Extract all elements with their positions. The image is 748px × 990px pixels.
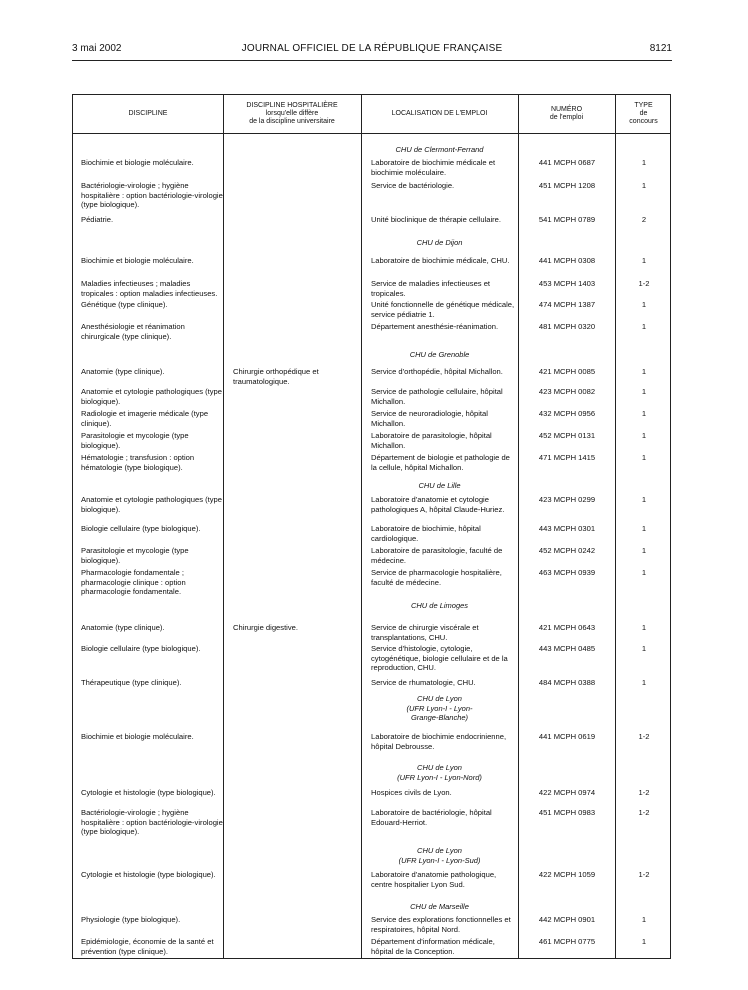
section-name: CHU de Limoges <box>410 601 469 610</box>
cell-type: 1-2 <box>638 808 650 817</box>
cell-type: 1 <box>641 453 647 462</box>
cell-type: 1 <box>641 546 647 555</box>
cell-localisation: Département de biologie et pathologie de la cellule, hôpital Michallon. <box>371 453 510 472</box>
cell-localisation: Service de neuroradiologie, hôpital Michallon. <box>371 409 488 428</box>
cell-type: 1 <box>641 322 647 331</box>
header-localisation: LOCALISATION DE L'EMPLOI <box>391 110 488 117</box>
cell-numero: 461 MCPH 0775 <box>538 937 596 946</box>
cell-localisation: Service de maladies infectieuses et tropicales. <box>371 279 491 298</box>
cell-type: 1 <box>641 495 647 504</box>
cell-numero: 484 MCPH 0388 <box>538 678 596 687</box>
cell-discipline: Epidémiologie, économie de la santé et prévention (type clinique). <box>81 937 214 956</box>
cell-hospitaliere: Chirurgie orthopédique et traumatologique. <box>233 367 319 386</box>
cell-type: 1 <box>641 387 647 396</box>
cell-localisation: Service de rhumatologie, CHU. <box>371 678 476 687</box>
header-hospitaliere: DISCIPLINE HOSPITALIÈRE lorsqu'elle diffère de la discipline universitaire <box>246 102 338 125</box>
section-name: CHU de Lille <box>418 481 461 490</box>
cell-localisation: Service de chirurgie viscérale et transplantations, CHU. <box>371 623 479 642</box>
cell-discipline: Biochimie et biologie moléculaire. <box>81 256 194 265</box>
cell-localisation: Laboratoire de biochimie, hôpital cardiologique. <box>371 524 481 543</box>
header-numero: NUMÉRO de l'emploi <box>549 106 584 121</box>
section-name: CHU de Lyon (UFR Lyon-I - Lyon-Nord) <box>397 763 482 782</box>
cell-numero: 422 MCPH 1059 <box>538 870 596 879</box>
cell-numero: 453 MCPH 1403 <box>538 279 596 288</box>
cell-localisation: Service de pathologie cellulaire, hôpital Michallon. <box>371 387 503 406</box>
cell-type: 1-2 <box>638 870 650 879</box>
cell-discipline: Maladies infectieuses ; maladies tropicales : option maladies infectieuses. <box>81 279 218 298</box>
journal-title: JOURNAL OFFICIEL DE LA RÉPUBLIQUE FRANÇAISE <box>241 43 503 54</box>
cell-discipline: Cytologie et histologie (type biologique). <box>81 788 216 797</box>
header-discipline: DISCIPLINE <box>128 110 168 117</box>
cell-type: 1 <box>641 678 647 687</box>
cell-localisation: Unité bioclinique de thérapie cellulaire. <box>371 215 502 224</box>
cell-numero: 474 MCPH 1387 <box>538 300 596 309</box>
section-name: CHU de Marseille <box>410 902 469 911</box>
cell-discipline: Pharmacologie fondamentale ; pharmacologie clinique : option pharmacologie fondamentale. <box>81 568 186 596</box>
cell-discipline: Bactériologie-virologie ; hygiène hospitalière : option bactériologie-virologie (type biologique). <box>81 808 223 836</box>
cell-type: 2 <box>641 215 647 224</box>
cell-localisation: Département anesthésie-réanimation. <box>371 322 499 331</box>
cell-localisation: Laboratoire de biochimie médicale et biochimie moléculaire. <box>371 158 496 177</box>
cell-localisation: Laboratoire d'anatomie et cytologie pathologiques A, hôpital Claude-Huriez. <box>371 495 505 514</box>
cell-localisation: Hospices civils de Lyon. <box>371 788 452 797</box>
cell-numero: 421 MCPH 0085 <box>538 367 596 376</box>
cell-numero: 452 MCPH 0242 <box>538 546 596 555</box>
page-number: 8121 <box>649 43 672 54</box>
table-header-row <box>73 95 670 134</box>
column-divider <box>361 95 362 958</box>
cell-numero: 452 MCPH 0131 <box>538 431 596 440</box>
positions-table <box>72 94 671 959</box>
cell-localisation: Laboratoire de parasitologie, hôpital Michallon. <box>371 431 492 450</box>
cell-discipline: Radiologie et imagerie médicale (type clinique). <box>81 409 209 428</box>
cell-localisation: Laboratoire de biochimie médicale, CHU. <box>371 256 510 265</box>
cell-numero: 443 MCPH 0485 <box>538 644 596 653</box>
cell-numero: 451 MCPH 1208 <box>538 181 596 190</box>
cell-localisation: Service d'histologie, cytologie, cytogénétique, biologie cellulaire et de la reproduction, CHU. <box>371 644 508 672</box>
cell-type: 1-2 <box>638 732 650 741</box>
cell-hospitaliere: Chirurgie digestive. <box>233 623 298 632</box>
cell-localisation: Laboratoire de parasitologie, faculté de médecine. <box>371 546 503 565</box>
cell-numero: 442 MCPH 0901 <box>538 915 596 924</box>
cell-type: 1 <box>641 644 647 653</box>
cell-numero: 463 MCPH 0939 <box>538 568 596 577</box>
cell-type: 1 <box>641 300 647 309</box>
header-type: TYPE de concours <box>629 102 658 125</box>
cell-numero: 441 MCPH 0687 <box>538 158 596 167</box>
cell-type: 1 <box>641 158 647 167</box>
cell-numero: 541 MCPH 0789 <box>538 215 596 224</box>
header-rule <box>72 60 672 61</box>
cell-type: 1 <box>641 568 647 577</box>
cell-discipline: Physiologie (type biologique). <box>81 915 181 924</box>
cell-type: 1 <box>641 409 647 418</box>
cell-numero: 432 MCPH 0956 <box>538 409 596 418</box>
issue-date: 3 mai 2002 <box>72 43 122 54</box>
cell-discipline: Hématologie ; transfusion : option hématologie (type biologique). <box>81 453 195 472</box>
section-name: CHU de Grenoble <box>409 350 470 359</box>
cell-type: 1 <box>641 915 647 924</box>
cell-type: 1 <box>641 256 647 265</box>
cell-discipline: Génétique (type clinique). <box>81 300 168 309</box>
cell-numero: 423 MCPH 0299 <box>538 495 596 504</box>
cell-numero: 441 MCPH 0619 <box>538 732 596 741</box>
cell-type: 1-2 <box>638 788 650 797</box>
cell-discipline: Cytologie et histologie (type biologique). <box>81 870 216 879</box>
cell-localisation: Service de pharmacologie hospitalière, faculté de médecine. <box>371 568 502 587</box>
cell-discipline: Biologie cellulaire (type biologique). <box>81 524 201 533</box>
page-header <box>72 43 672 57</box>
cell-discipline: Pédiatrie. <box>81 215 114 224</box>
cell-discipline: Anatomie (type clinique). <box>81 367 165 376</box>
section-name: CHU de Lyon (UFR Lyon-I - Lyon-Sud) <box>398 846 481 865</box>
cell-numero: 422 MCPH 0974 <box>538 788 596 797</box>
cell-type: 1-2 <box>638 279 650 288</box>
cell-discipline: Anatomie et cytologie pathologiques (type biologique). <box>81 495 222 514</box>
cell-localisation: Service de bactériologie. <box>371 181 455 190</box>
cell-discipline: Anesthésiologie et réanimation chirurgicale (type clinique). <box>81 322 185 341</box>
cell-discipline: Anatomie et cytologie pathologiques (type biologique). <box>81 387 222 406</box>
cell-type: 1 <box>641 937 647 946</box>
cell-type: 1 <box>641 524 647 533</box>
section-name: CHU de Dijon <box>416 238 463 247</box>
cell-numero: 451 MCPH 0983 <box>538 808 596 817</box>
cell-numero: 481 MCPH 0320 <box>538 322 596 331</box>
cell-localisation: Service des explorations fonctionnelles et respiratoires, hôpital Nord. <box>371 915 511 934</box>
cell-localisation: Laboratoire de bactériologie, hôpital Edouard-Herriot. <box>371 808 492 827</box>
cell-discipline: Parasitologie et mycologie (type biologique). <box>81 431 189 450</box>
cell-type: 1 <box>641 367 647 376</box>
column-divider <box>223 95 224 958</box>
cell-localisation: Unité fonctionnelle de génétique médicale, service pédiatrie 1. <box>371 300 515 319</box>
cell-numero: 441 MCPH 0308 <box>538 256 596 265</box>
cell-discipline: Biochimie et biologie moléculaire. <box>81 732 194 741</box>
cell-discipline: Biologie cellulaire (type biologique). <box>81 644 201 653</box>
cell-type: 1 <box>641 623 647 632</box>
cell-discipline: Parasitologie et mycologie (type biologique). <box>81 546 189 565</box>
cell-numero: 421 MCPH 0643 <box>538 623 596 632</box>
section-name: CHU de Clermont-Ferrand <box>395 145 484 154</box>
cell-localisation: Laboratoire d'anatomie pathologique, centre hospitalier Lyon Sud. <box>371 870 497 889</box>
cell-numero: 423 MCPH 0082 <box>538 387 596 396</box>
section-name: CHU de Lyon (UFR Lyon-I - Lyon- Grange-Blanche) <box>406 694 473 722</box>
cell-discipline: Thérapeutique (type clinique). <box>81 678 182 687</box>
cell-localisation: Laboratoire de biochimie endocrinienne, hôpital Debrousse. <box>371 732 507 751</box>
cell-numero: 471 MCPH 1415 <box>538 453 596 462</box>
cell-type: 1 <box>641 181 647 190</box>
cell-localisation: Département d'information médicale, hôpital de la Conception. <box>371 937 495 956</box>
cell-discipline: Anatomie (type clinique). <box>81 623 165 632</box>
cell-discipline: Bactériologie-virologie ; hygiène hospitalière : option bactériologie-virologie (type biologique). <box>81 181 223 209</box>
cell-numero: 443 MCPH 0301 <box>538 524 596 533</box>
cell-type: 1 <box>641 431 647 440</box>
cell-localisation: Service d'orthopédie, hôpital Michallon. <box>371 367 503 376</box>
cell-discipline: Biochimie et biologie moléculaire. <box>81 158 194 167</box>
